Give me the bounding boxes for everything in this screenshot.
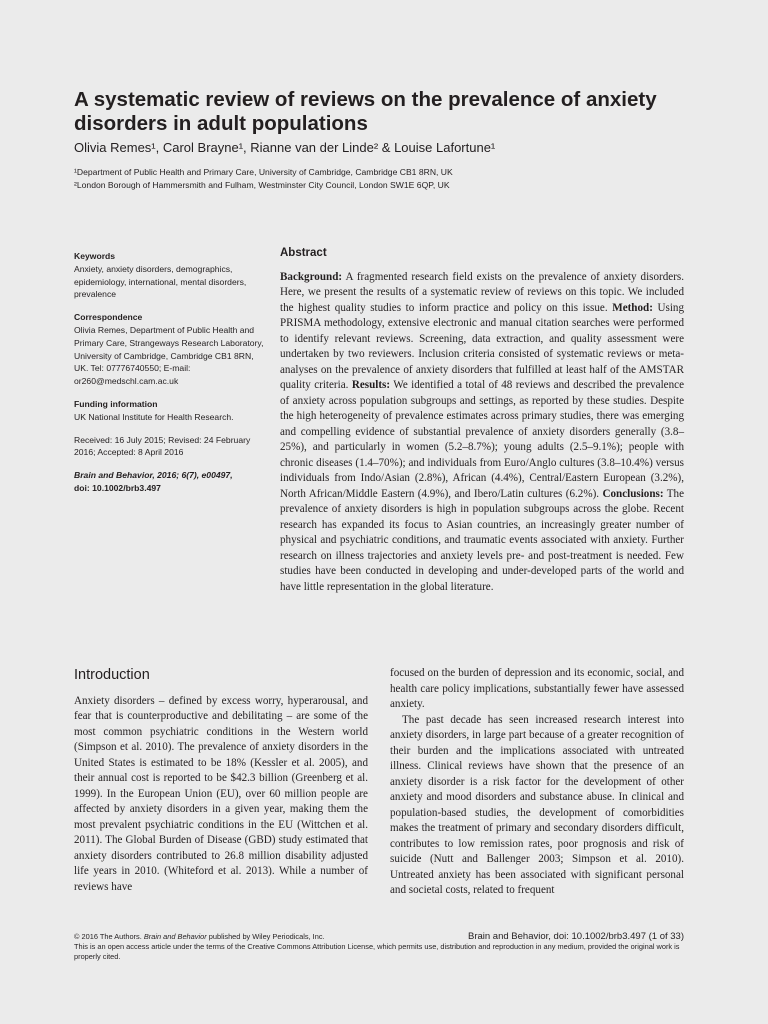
background-label: Background: bbox=[280, 270, 343, 283]
introduction-heading: Introduction bbox=[74, 667, 150, 683]
article-info-sidebar bbox=[74, 250, 270, 505]
page-reference: Brain and Behavior, doi: 10.1002/brb3.497 (1 of 33) bbox=[467, 931, 684, 942]
copyright-suffix: published by Wiley Periodicals, Inc. bbox=[206, 932, 325, 941]
abstract-section bbox=[280, 246, 684, 595]
author-list: Olivia Remes¹, Carol Brayne¹, Rianne van der Linde² & Louise Lafortune¹ bbox=[74, 140, 496, 155]
introduction-paragraph-1: Anxiety disorders – defined by excess worry, hyperarousal, and fear that is counterproductive and debilitating – are some of the most common psychiatric conditions in the Western world (Simpson et al. 2010). The prevalence of anxiety disorders in the United States is estimated to be 18% (Kessler et al. 2005), and their annual cost is reported to be $42.3 billion (Greenberg et al. 1999). In the European Union (EU), over 60 million people are affected by anxiety disorders in a given year, making them the most prevalent psychiatric conditions in the EU (Wittchen et al. 2011). The Global Burden of Disease (GBD) study estimated that anxiety disorders contributed to 26.8 million disability adjusted life years in 2010. (Whiteford et al. 2013). While a number of reviews have bbox=[74, 694, 368, 893]
funding-block bbox=[74, 398, 270, 424]
keywords-heading: Keywords bbox=[74, 251, 116, 261]
introduction-paragraph-3: The past decade has seen increased research interest into anxiety disorders, in large part because of a greater recognition of their burden and the implications associated with untreated illness. Clinical reviews have shown that the presence of an anxiety disorder is a risk factor for the development of other anxiety and mood disorders and substance abuse. In clinical and population-based studies, the development of comorbidities makes the treatment of primary and secondary disorders difficult, contributes to low remission rates, poor prognosis and risk of suicide (Nutt and Ballenger 2003; Simpson et al. 2010). Untreated anxiety has been associated with significant personal and societal costs, related to frequent bbox=[390, 713, 684, 896]
correspondence-heading: Correspondence bbox=[74, 312, 143, 323]
copyright-journal: Brain and Behavior bbox=[143, 932, 207, 941]
results-label: Results: bbox=[351, 379, 391, 391]
introduction-right-column bbox=[390, 666, 684, 899]
keywords-text: Anxiety, anxiety disorders, demographics, epidemiology, international, mental disorders, prevalence bbox=[74, 263, 247, 300]
affiliations bbox=[74, 166, 714, 191]
affiliation-1: ¹Department of Public Health and Primary Care, University of Cambridge, Cambridge CB1 8RN, UK bbox=[74, 167, 453, 177]
correspondence-block bbox=[74, 311, 270, 388]
journal-details: , 2016; 6(7), e00497, bbox=[152, 470, 233, 481]
funding-text: UK National Institute for Health Research. bbox=[74, 411, 234, 422]
abstract-heading: Abstract bbox=[280, 247, 327, 259]
method-text: Using PRISMA methodology, extensive electronic and manual citation searches were performed to identify relevant reviews. Screening, data extraction, and quality assessment were undertaken by two reviewers. Inclusion criteria consisted of systematic reviews or meta-analyses on the prevalence of anxiety disorders that fulfilled at least half of the AMSTAR quality criteria. bbox=[280, 301, 684, 391]
article-title: A systematic review of reviews on the prevalence of anxiety disorders in adult populations bbox=[74, 88, 657, 135]
page-footer bbox=[74, 932, 684, 962]
abstract-text bbox=[280, 270, 684, 596]
funding-heading: Funding information bbox=[74, 398, 158, 409]
footer-top-row bbox=[74, 932, 684, 942]
journal-reference bbox=[74, 469, 270, 495]
keywords-block bbox=[74, 250, 270, 301]
background-text: A fragmented research field exists on the prevalence of anxiety disorders. Here, we present the results of a systematic review of reviews on this topic. We included the highest quality studies to inform practice and policy on this issue. bbox=[280, 270, 684, 314]
dates-block: Received: 16 July 2015; Revised: 24 February 2016; Accepted: 8 April 2016 bbox=[74, 434, 251, 458]
conclusions-text: The prevalence of anxiety disorders is high in population subgroups across the globe. Recent research has expanded its focus to Asian countries, an increasingly greater number of physical and psychiatric conditions, and traumatic events associated with anxiety. Further research on illness trajectories and anxiety levels pre- and post-treatment is needed. Few studies have been conducted in developing and under-developed parts of the world and have little representation in the global literature. bbox=[280, 487, 684, 593]
correspondence-text: Olivia Remes, Department of Public Health and Primary Care, Strangeways Research Laboratory, University of Cambridge, Cambridge CB1 8RN, UK. Tel: 07776740550; E-mail: or260@medschl.cam.ac.uk bbox=[74, 324, 264, 387]
journal-doi: doi: 10.1002/brb3.497 bbox=[74, 482, 161, 493]
introduction-paragraph-2: focused on the burden of depression and its economic, social, and health care policy implications, substantially fewer have assessed anxiety. bbox=[390, 667, 684, 710]
copyright-prefix: © 2016 The Authors. bbox=[74, 932, 144, 941]
results-text: We identified a total of 48 reviews and described the prevalence of anxiety across population subgroups and settings, as reported by these studies. Despite the high heterogeneity of prevalence estimates across primary studies, there was emerging and compelling evidence of substantial prevalence of anxiety disorders generally (3.8–25%), and particularly in women (5.2–8.7%); young adults (2.5–9.1%); people with chronic diseases (1.4–70%); and individuals from Euro/Anglo cultures (3.8–10.4%) versus individuals from Indo/Asian (2.8%), African (4.4%), Central/Eastern European (3.2%), North African/Middle Eastern (4.9%), and Ibero/Latin cultures (6.2%). bbox=[280, 379, 684, 500]
conclusions-label: Conclusions: bbox=[602, 487, 664, 500]
affiliation-2: ²London Borough of Hammersmith and Fulham, Westminster City Council, London SW1E 6QP, UK bbox=[74, 179, 450, 190]
introduction-left-column bbox=[74, 668, 368, 895]
license-text: This is an open access article under the terms of the Creative Commons Attribution License, which permits use, distribution and reproduction in any medium, provided the original work is properly cited. bbox=[74, 942, 680, 961]
journal-name: Brain and Behavior bbox=[74, 470, 153, 481]
copyright-line bbox=[74, 932, 325, 942]
method-label: Method: bbox=[612, 301, 653, 314]
